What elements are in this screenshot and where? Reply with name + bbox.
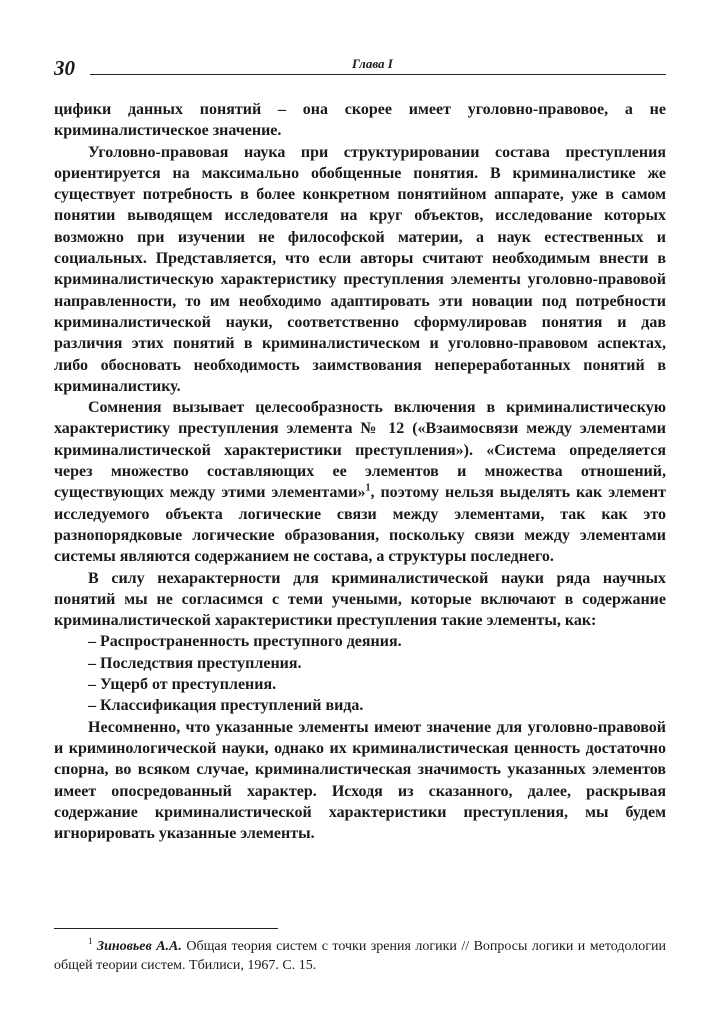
list-item: – Классификация преступлений вида.	[88, 697, 364, 715]
paragraph-5: Несомненно, что указанные элементы имеют значение для уголовно-правовой и криминологической науки, однако их криминалистическая ценность достаточно спорна, во всяком случае, криминалистическая значимость указанных элементов имеет опосредованный характер. Исходя из сказанного, далее, раскрывая содержание криминалистической характеристики преступления, мы будем игнорировать указанные элементы.	[54, 718, 666, 843]
list-item: – Последствия преступления.	[88, 654, 302, 672]
footnote-rule	[54, 928, 278, 929]
paragraph-4: В силу нехарактерности для криминалистической науки ряда научных понятий мы не согласимся с теми учеными, которые включают в содержание криминалистической характеристики преступления такие элементы, как:	[54, 569, 666, 630]
paragraph-3	[54, 397, 666, 567]
footnote	[54, 937, 666, 975]
running-header	[54, 56, 666, 80]
chapter-title: Глава I	[352, 56, 393, 71]
paragraph-3-text-after: , поэтому нельзя выделять как элемент исследуемого объекта логические связи между элементами, так как это разнопорядковые логические образования, поскольку связи между элементами системы являются содержанием не состава, а структуры последнего.	[54, 484, 666, 566]
footnote-author: Зиновьев А.А.	[96, 939, 182, 954]
paragraph-2: Уголовно-правовая наука при структурировании состава преступления ориентируется на максимально обобщенные понятия. В криминалистике же существует потребность в более конкретном понятийном аппарате, уже в самом понятии выводящем исследователя на круг объектов, исследование которых возможно при изучении не философской материи, а наук естественных и социальных. Представляется, что если авторы считают необходимым внести в криминалистическую характеристику преступления элементы уголовно-правовой направленности, то им необходимо адаптировать эти новации под потребности криминалистической науки, соответственно сформулировав понятия и дав различия этих понятий в криминалистическом и уголовно-правовом аспектах, либо обосновать необходимость заимствования непереработанных понятий в криминалистику.	[54, 143, 666, 395]
footnote-reference[interactable]: 1	[365, 483, 371, 495]
paragraph-3-text-before: Сомнения вызывает целесообразность включения в криминалистическую характеристику преступления элемента № 12 («Взаимосвязи между элементами криминалистической характеристики преступления»). «Система определяется через множество составляющих ее элементов и множества отношений, существующих между этими элементами»	[54, 399, 666, 502]
header-rule	[90, 74, 666, 75]
list-item: – Распространенность преступного деяния.	[88, 633, 402, 651]
paragraph-1: цифики данных понятий – она скорее имеет уголовно-правовое, а не криминалистическое значение.	[54, 101, 666, 140]
body-text	[54, 99, 666, 844]
footnote-mark: 1	[88, 936, 93, 947]
list-item: – Ущерб от преступления.	[88, 676, 277, 694]
footnote-text: Общая теория систем с точки зрения логики // Вопросы логики и методологии общей теории систем. Тбилиси, 1967. С. 15.	[54, 939, 666, 973]
page-number: 30	[54, 56, 75, 80]
